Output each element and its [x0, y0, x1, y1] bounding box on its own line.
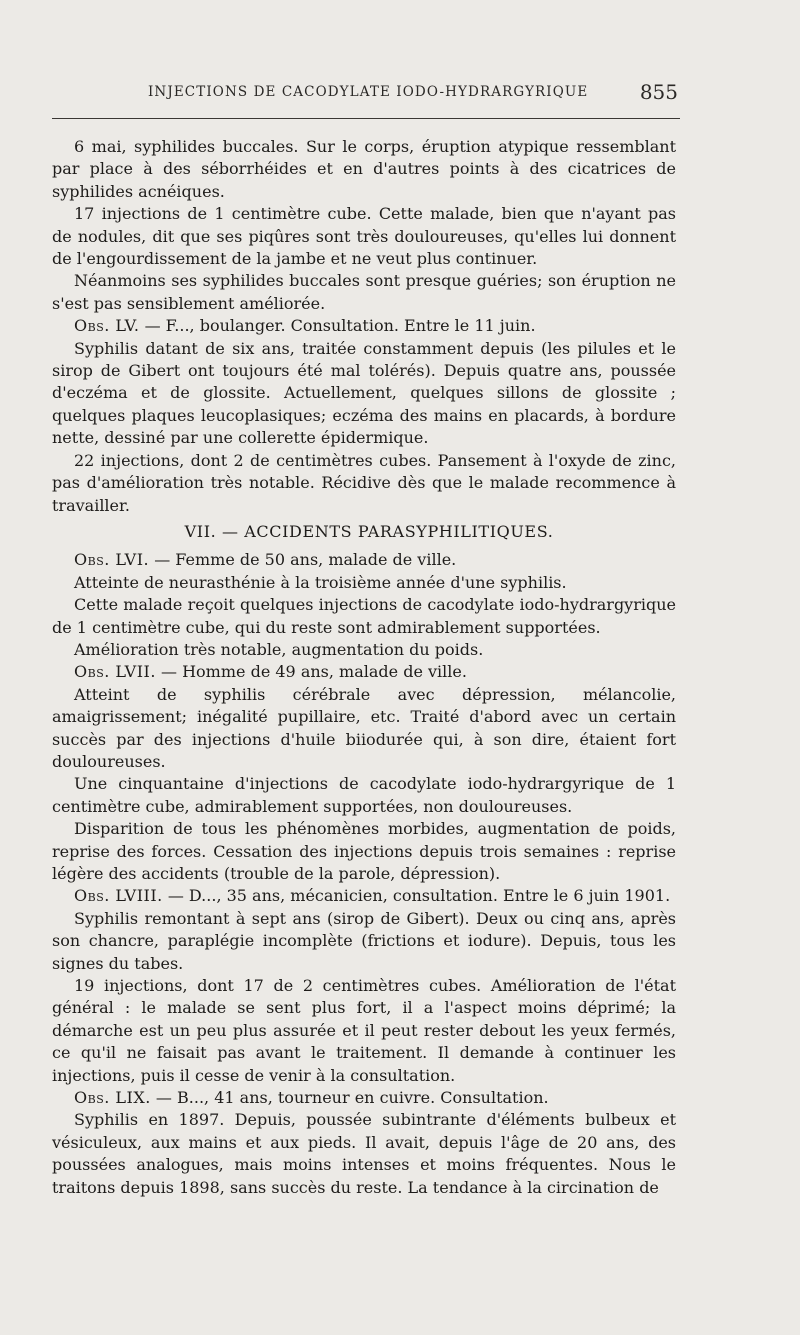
paragraph: Syphilis datant de six ans, traitée constamment depuis (les pilules et le sirop de Gibert ont toujours été mal tolérés). Depuis quatre ans, poussée d'eczéma et de glossite. Actuellement, quelques sillons de glossite ; quelques plaques leucoplasiques; eczéma des mains en placards, à bordure nette, dessiné par une collerette épidermique. — [52, 338, 676, 448]
observation-label: Obs. LV. — [74, 316, 140, 336]
observation-heading — [52, 1087, 676, 1109]
body-text — [52, 136, 676, 1199]
observation-heading — [52, 885, 676, 907]
observation-label: Obs. LVII. — [74, 662, 156, 682]
observation-label: Obs. LIX. — [74, 1088, 151, 1108]
page-number: 855 — [639, 80, 678, 104]
section-title: VII. — ACCIDENTS PARASYPHILITIQUES. — [184, 521, 554, 541]
paragraph: Atteint de syphilis cérébrale avec dépression, mélancolie, amaigrissement; inégalité pupillaire, etc. Traité d'abord avec un certain succès par des injections d'huile biiodurée qui, à son dire, étaient fort douloureuses. — [52, 684, 676, 771]
observation-heading — [52, 315, 676, 337]
paragraph: 19 injections, dont 17 de 2 centimètres cubes. Amélioration de l'état général : le malade se sent plus fort, il a l'aspect moins déprimé; la démarche est un peu plus assurée et il peut rester debout les yeux fermés, ce qu'il ne faisait pas avant le traitement. Il demande à continuer les injections, puis il cesse de venir à la consultation. — [52, 976, 676, 1085]
observation-label: Obs. LVIII. — [74, 886, 163, 906]
paragraph: Une cinquantaine d'injections de cacodylate iodo-hydrargyrique de 1 centimètre cube, admirablement supportées, non douloureuses. — [52, 774, 676, 816]
paragraph: 22 injections, dont 2 de centimètres cubes. Pansement à l'oxyde de zinc, pas d'amélioration très notable. Récidive dès que le malade recommence à travailler. — [52, 450, 676, 515]
observation-text: — D..., 35 ans, mécanicien, consultation. Entre le 6 juin 1901. — [162, 886, 671, 906]
paragraph: Cette malade reçoit quelques injections de cacodylate iodo-hydrargyrique de 1 centimètre cube, qui du reste sont admirablement supportées. — [52, 595, 676, 637]
paragraph: Syphilis en 1897. Depuis, poussée subintrante d'éléments bulbeux et vésiculeux, aux mains et aux pieds. Il avait, depuis l'âge de 20 ans, des poussées analogues, mais moins intenses et moins fréquentes. Nous le traitons depuis 1898, sans succès du reste. La tendance à la circination de — [52, 1110, 676, 1197]
header-rule — [52, 118, 680, 119]
paragraph: 6 mai, syphilides buccales. Sur le corps, éruption atypique ressemblant par place à des séborrhéides et en d'autres points à des cicatrices de syphilides acnéiques. — [52, 137, 676, 201]
paragraph: Disparition de tous les phénomènes morbides, augmentation de poids, reprise des forces. Cessation des injections depuis trois semaines : reprise légère des accidents (trouble de la parole, dépression). — [52, 819, 676, 883]
observation-text: — B..., 41 ans, tourneur en cuivre. Consultation. — [150, 1088, 549, 1108]
paragraph: Syphilis remontant à sept ans (sirop de Gibert). Deux ou cinq ans, après son chancre, paraplégie incomplète (frictions et iodure). Depuis, tous les signes du tabes. — [52, 908, 676, 973]
paragraph: Néanmoins ses syphilides buccales sont presque guéries; son éruption ne s'est pas sensiblement améliorée. — [52, 271, 676, 313]
paragraph: Amélioration très notable, augmentation du poids. — [74, 639, 484, 659]
observation-heading — [52, 549, 676, 571]
observation-label: Obs. LVI. — [74, 550, 150, 570]
observation-text: — Femme de 50 ans, malade de ville. — [149, 550, 457, 570]
observation-text: — F..., boulanger. Consultation. Entre le 11 juin. — [139, 316, 536, 336]
observation-heading — [52, 661, 676, 683]
running-head: INJECTIONS DE CACODYLATE IODO-HYDRARGYRIQUE — [148, 84, 589, 100]
paragraph: Atteinte de neurasthénie à la troisième année d'une syphilis. — [74, 572, 567, 592]
paragraph: 17 injections de 1 centimètre cube. Cette malade, bien que n'ayant pas de nodules, dit que ses piqûres sont très douloureuses, qu'elles lui donnent de l'engourdissement de la jambe et ne veut plus continuer. — [52, 204, 676, 269]
observation-text: — Homme de 49 ans, malade de ville. — [155, 662, 467, 682]
